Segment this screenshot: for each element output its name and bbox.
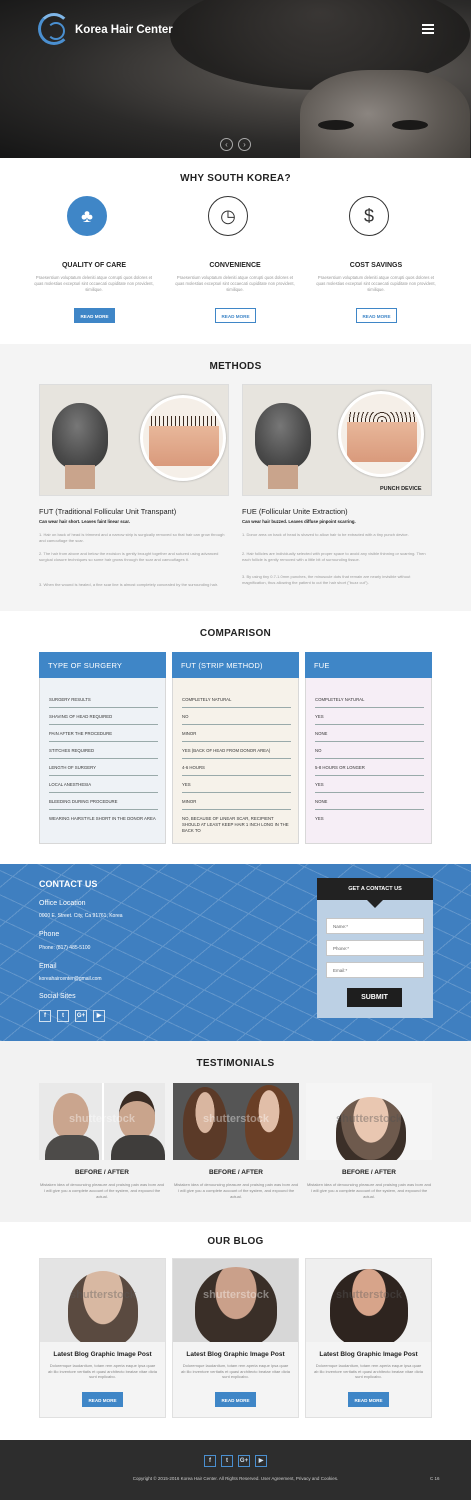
- testimonial-text-3: Mistaken idea of denouncing pleasure and praising pain was born and I will give you a complete account of the system, and expound the actual.: [306, 1182, 432, 1199]
- google-plus-icon[interactable]: G+: [75, 1010, 87, 1022]
- neck-shape: [268, 465, 298, 489]
- read-more-button-quality[interactable]: READ MORE: [74, 308, 115, 323]
- blog-read-more-button-3[interactable]: READ MORE: [348, 1392, 389, 1407]
- phone-input[interactable]: Phone:*: [326, 940, 424, 956]
- skin-layer: [149, 426, 219, 466]
- comparison-cell: BLEEDING DURING PROCEDURE: [49, 793, 158, 810]
- skin-layer: [347, 422, 417, 462]
- form-title: GET A CONTACT US: [317, 878, 433, 900]
- footer-twitter-icon[interactable]: t: [221, 1455, 233, 1467]
- neck-shape: [65, 465, 95, 489]
- comparison-column-header: FUE: [305, 652, 432, 678]
- copyright-text: Copyright © 2015-2016 Korea Hair Center. All Rights Reserved. User Agreement, Privacy and Cookies.: [132, 1476, 339, 1481]
- fue-diagram-image: [242, 384, 432, 496]
- testimonial-text-1: Mistaken idea of denouncing pleasure and praising pain was born and I will give you a complete account of the system, and expound the actual.: [39, 1182, 165, 1199]
- watermark-text: shutterstock: [203, 1289, 270, 1301]
- blog-read-more-button-1[interactable]: READ MORE: [82, 1392, 123, 1407]
- slider-prev-icon[interactable]: ‹: [220, 138, 233, 151]
- comparison-cell: YES: [315, 816, 324, 821]
- watermark-text: shutterstock: [69, 1113, 136, 1125]
- comparison-column-2: [172, 652, 299, 844]
- blog-read-more-button-2[interactable]: READ MORE: [215, 1392, 256, 1407]
- fue-step-3: 3. By using tiny 0.7-1.0mm punches, the minuscule dots that remain are nearly invisible without magnification, thus allowing the patient to cut the hair short ("buzz cut").: [242, 574, 411, 585]
- man-before-body: [45, 1135, 99, 1160]
- social-label: Social Sites: [39, 993, 76, 1000]
- blog-card-2: [172, 1258, 299, 1418]
- contact-form: [317, 878, 433, 1018]
- crown-head: [330, 1269, 408, 1342]
- comparison-cell: YES: [315, 776, 424, 793]
- fue-zoom-circle: [338, 391, 424, 477]
- why-heading-cost: COST SAVINGS: [349, 262, 403, 269]
- clock-hand-icon: ◷: [208, 196, 248, 236]
- office-address: 0000 E. Street. City, Ca 91761, Korea: [39, 913, 123, 919]
- form-title-pointer: [367, 900, 383, 908]
- money-bag-icon: $: [349, 196, 389, 236]
- comparison-cell: 5-8 HOURS OR LONGER: [315, 759, 424, 776]
- comparison-column-header: FUT (STRIP METHOD): [172, 652, 299, 678]
- testimonial-heading-1: BEFORE / AFTER: [75, 1169, 129, 1176]
- why-title: WHY SOUTH KOREA?: [180, 173, 291, 184]
- comparison-cell: SURGERY RESULTS: [49, 691, 158, 708]
- blog-image-1: [40, 1259, 165, 1342]
- testimonial-heading-2: BEFORE / AFTER: [209, 1169, 263, 1176]
- blog-card-3: [305, 1258, 432, 1418]
- head-back-shape: [52, 403, 108, 469]
- blog-heading-2[interactable]: Latest Blog Graphic Image Post: [186, 1351, 285, 1358]
- comparison-column-1: [39, 652, 166, 844]
- footer-google-plus-icon[interactable]: G+: [238, 1455, 250, 1467]
- read-more-button-convenience[interactable]: READ MORE: [215, 308, 256, 323]
- blog-text-2: Doloremque laudantium, totam rem aperia eaque ipsa quae ab illo inventore veritatis et quasi architecto beatae vitae dicta sunt explicabo.: [181, 1363, 290, 1379]
- email-value[interactable]: koreahaircenter@gmail.com: [39, 976, 102, 982]
- watermark-text: shutterstock: [336, 1289, 403, 1301]
- name-input[interactable]: Name:*: [326, 918, 424, 934]
- testimonial-image-1: [39, 1083, 165, 1160]
- comparison-cell: STITCHES REQUIRED: [49, 742, 158, 759]
- comparison-cell: LOCAL ANESTHESIA: [49, 776, 158, 793]
- fut-step-3: 3. When the wound is healed, a fine scar line is almost completely concealed by the surrounding hair.: [39, 582, 218, 587]
- footer-counter: C 16: [430, 1476, 440, 1481]
- comparison-cell: NO: [315, 742, 424, 759]
- testimonial-text-2: Mistaken idea of denouncing pleasure and praising pain was born and I will give you a complete account of the system, and expound the actual.: [173, 1182, 299, 1199]
- slider-next-icon[interactable]: ›: [238, 138, 251, 151]
- fue-subheading: Can wear hair buzzed. Leaves diffuse pinpoint scarring.: [242, 519, 356, 524]
- submit-button[interactable]: SUBMIT: [347, 988, 402, 1007]
- why-text-quality: Praesentium voluptatum deleniti atque corrupti quos dolores et quas molestias excepturi sint occaecati cupiditate non provident, similique.: [34, 275, 154, 292]
- fut-zoom-circle: [140, 395, 226, 481]
- bald-head: [68, 1271, 138, 1342]
- watermark-text: shutterstock: [336, 1113, 403, 1125]
- office-label: Office Location: [39, 900, 86, 907]
- youtube-icon[interactable]: ▶: [93, 1010, 105, 1022]
- footer-youtube-icon[interactable]: ▶: [255, 1455, 267, 1467]
- hamburger-menu-icon[interactable]: [422, 24, 434, 34]
- comparison-cell: NONE: [315, 793, 424, 810]
- twitter-icon[interactable]: t: [57, 1010, 69, 1022]
- testimonial-image-3: [306, 1083, 432, 1160]
- comparison-cell: SHAVING OF HEAD REQUIRED: [49, 708, 158, 725]
- fue-heading: FUE (Follicular Unite Extraction): [242, 507, 348, 516]
- blog-heading-1[interactable]: Latest Blog Graphic Image Post: [53, 1351, 152, 1358]
- facebook-icon[interactable]: f: [39, 1010, 51, 1022]
- email-label: Email: [39, 963, 57, 970]
- comparison-cell: 4-6 HOURS: [182, 759, 291, 776]
- read-more-button-cost[interactable]: READ MORE: [356, 308, 397, 323]
- methods-title: METHODS: [209, 361, 262, 372]
- testimonial-image-2: [173, 1083, 299, 1160]
- contact-title: CONTACT US: [39, 879, 98, 889]
- phone-label: Phone: [39, 931, 60, 938]
- comparison-cell: MINOR: [182, 725, 291, 742]
- hands-plant-icon: ♣: [67, 196, 107, 236]
- fue-step-1: 1. Donor area on back of head is shaved to allow hair to be extracted with a tiny punch device.: [242, 532, 409, 537]
- footer-facebook-icon[interactable]: f: [204, 1455, 216, 1467]
- testimonials-title: TESTIMONIALS: [196, 1058, 275, 1069]
- fut-subheading: Can wear hair short. Leaves faint linear scar.: [39, 519, 130, 524]
- comparison-cell: PAIN AFTER THE PROCEDURE: [49, 725, 158, 742]
- man-after-body: [111, 1135, 165, 1160]
- fue-step-2: 2. Hair follicles are individually selected with proper space to avoid any visible thinning or scarring. Then each follicle is gently removed with a little bit of surrounding tissue.: [242, 551, 426, 562]
- logo-icon[interactable]: [38, 13, 70, 45]
- footer: [0, 1440, 471, 1500]
- hero-banner: [0, 0, 471, 158]
- comparison-cell: NO: [182, 708, 291, 725]
- blog-heading-3[interactable]: Latest Blog Graphic Image Post: [319, 1351, 418, 1358]
- comparison-cell: COMPLETELY NATURAL: [315, 691, 424, 708]
- thinning-head: [195, 1267, 277, 1342]
- comparison-cell: WEARING HAIRSTYLE SHORT IN THE DONOR AREA: [49, 816, 156, 821]
- phone-value[interactable]: Phone: (817) 485-5100: [39, 945, 91, 951]
- hero-eye-left: [318, 120, 354, 130]
- why-text-cost: Praesentium voluptatum deleniti atque corrupti quos dolores et quas molestias excepturi sint occaecati cupiditate non provident, similique.: [316, 275, 436, 292]
- fut-step-1: 1. Hair on back of head is trimmed and a narrow strip is surgically removed so that hair can grow through and camouflage the scar.: [39, 532, 225, 543]
- email-input[interactable]: Email:*: [326, 962, 424, 978]
- comparison-column-header: TYPE OF SURGERY: [39, 652, 166, 678]
- fut-heading: FUT (Traditional Follicular Unit Transpant): [39, 507, 177, 516]
- blog-image-2: [173, 1259, 298, 1342]
- comparison-column-3: [305, 652, 432, 844]
- comparison-cell: NONE: [315, 725, 424, 742]
- hero-eye-right: [392, 120, 428, 130]
- blog-title: OUR BLOG: [207, 1236, 264, 1247]
- comparison-cell: LENGTH OF SURGERY: [49, 759, 158, 776]
- comparison-cell: YES: [182, 776, 291, 793]
- comparison-cell: YES (BACK OF HEAD FROM DONOR AREA): [182, 742, 291, 759]
- blog-image-3: [306, 1259, 431, 1342]
- why-heading-quality: QUALITY OF CARE: [61, 262, 127, 269]
- punch-device-label: PUNCH DEVICE: [380, 486, 422, 492]
- blog-text-3: Doloremque laudantium, totam rem aperia eaque ipsa quae ab illo inventore veritatis et quasi architecto beatae vitae dicta sunt explicabo.: [314, 1363, 423, 1379]
- testimonial-heading-3: BEFORE / AFTER: [342, 1169, 396, 1176]
- fut-step-2: 2. The hair from above and below the excision is gently brought together and sutured using advanced surgical closure techniques so some hair grows through the scar and camouflages it.: [39, 551, 219, 562]
- comparison-title: COMPARISON: [199, 628, 272, 639]
- blog-text-1: Doloremque laudantium, totam rem aperia eaque ipsa quae ab illo inventore veritatis et quasi architecto beatae vitae dicta sunt explicabo.: [48, 1363, 157, 1379]
- fut-diagram-image: [39, 384, 229, 496]
- watermark-text: shutterstock: [70, 1289, 137, 1301]
- comparison-cell: MINOR: [182, 793, 291, 810]
- comparison-cell: COMPLETELY NATURAL: [182, 691, 291, 708]
- why-heading-convenience: CONVENIENCE: [209, 262, 261, 269]
- watermark-text: shutterstock: [203, 1113, 270, 1125]
- head-back-shape: [255, 403, 311, 469]
- blog-card-1: [39, 1258, 166, 1418]
- hero-face-shape: [300, 70, 470, 158]
- brand-title[interactable]: Korea Hair Center: [75, 24, 173, 36]
- scalp-closeup: [336, 1097, 406, 1160]
- comparison-cell: YES: [315, 708, 424, 725]
- comparison-cell: NO, BECAUSE OF LINEAR SCAR, RECIPIENT SHOULD AT LEAST KEEP HAIR 1 INCH LONG IN THE BACK TO: [182, 816, 289, 833]
- why-text-convenience: Praesentium voluptatum deleniti atque corrupti quos dolores et quas molestias excepturi sint occaecati cupiditate non provident, similique.: [175, 275, 295, 292]
